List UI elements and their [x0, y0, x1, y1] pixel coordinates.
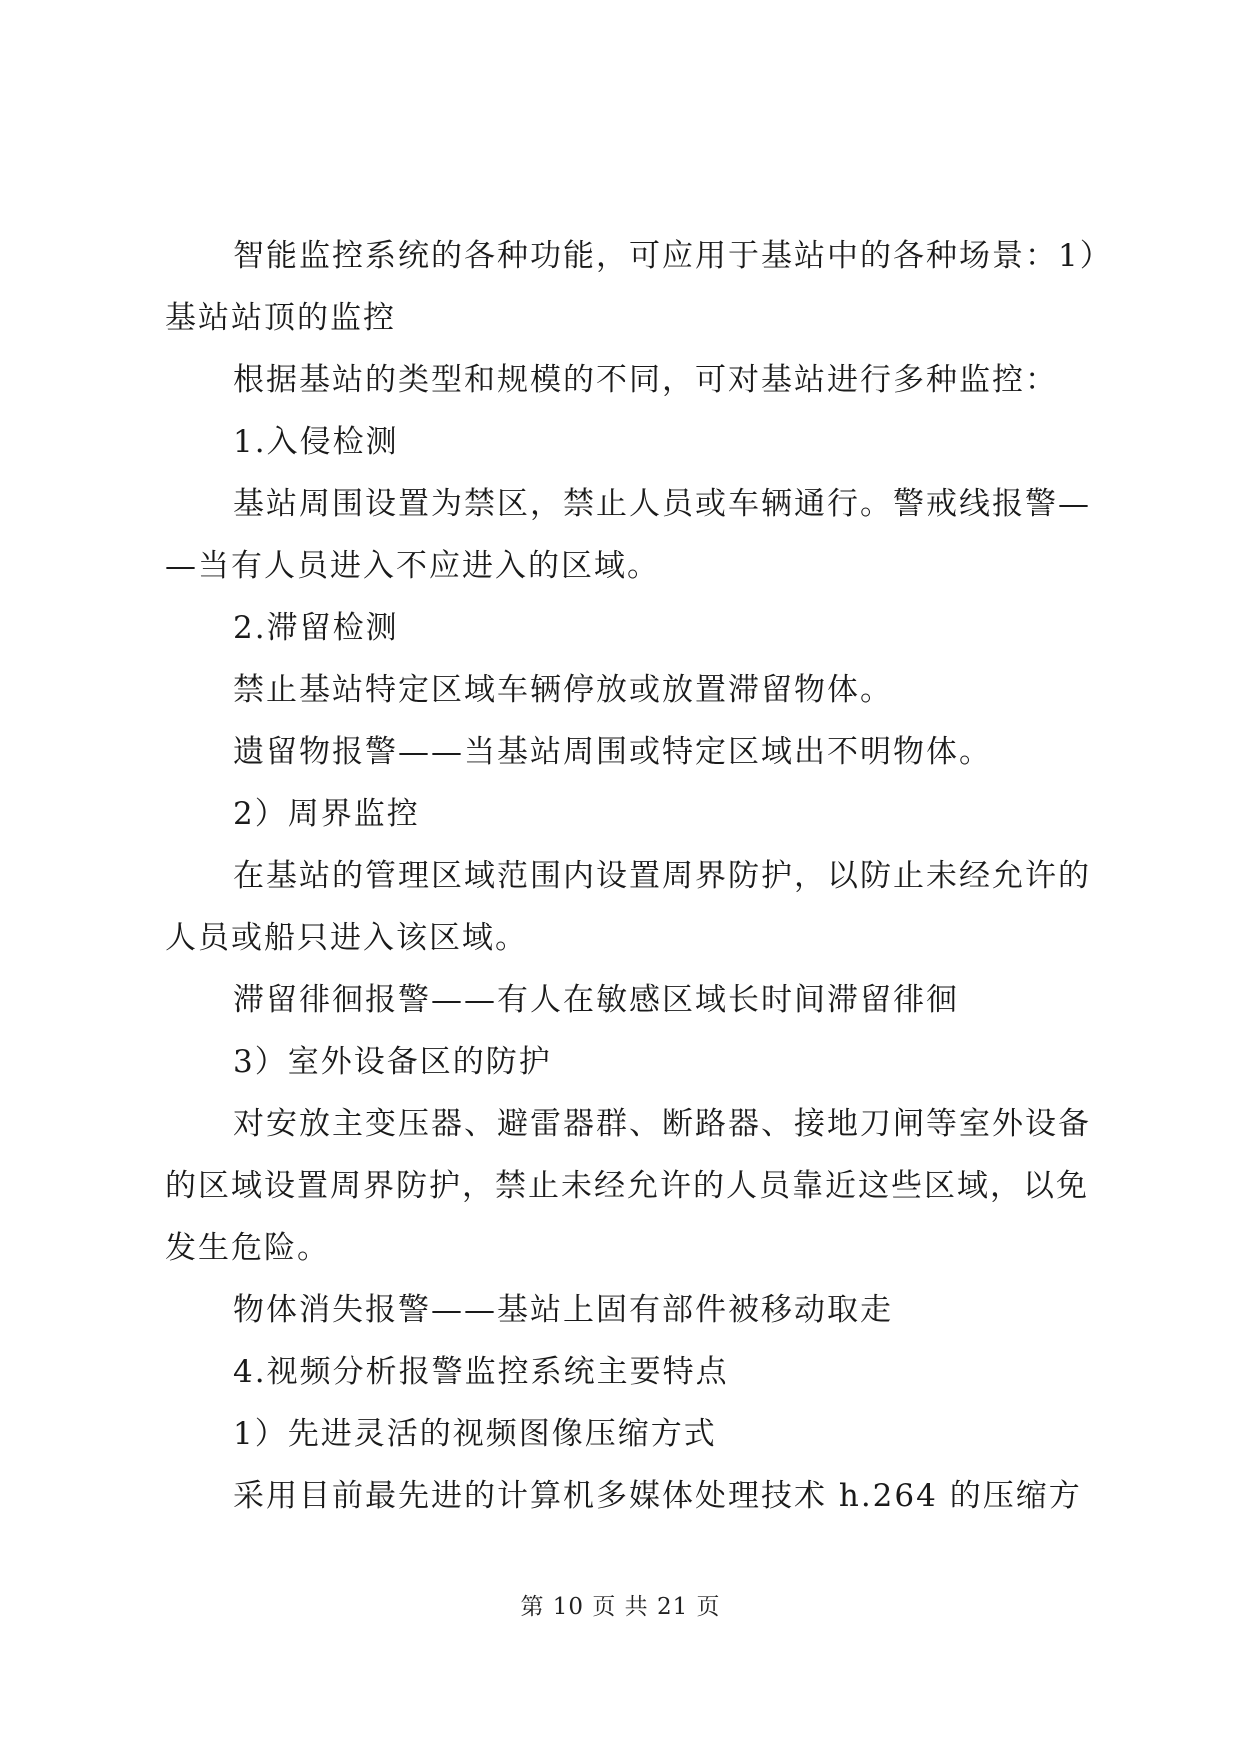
- paragraph-line: 根据基站的类型和规模的不同，可对基站进行多种监控：: [233, 362, 1058, 398]
- paragraph-line: 禁止基站特定区域车辆停放或放置滞留物体。: [233, 672, 893, 708]
- section-heading: 2）周界监控: [233, 796, 420, 832]
- section-heading: 3）室外设备区的防护: [233, 1044, 552, 1080]
- paragraph-line: 滞留徘徊报警——有人在敏感区域长时间滞留徘徊: [233, 982, 959, 1018]
- document-body: [165, 225, 1113, 1527]
- paragraph-line: 基站站顶的监控: [165, 300, 396, 336]
- paragraph-line: 基站周围设置为禁区，禁止人员或车辆通行。警戒线报警—: [233, 486, 1091, 522]
- paragraph-line: 对安放主变压器、避雷器群、断路器、接地刀闸等室外设备: [233, 1106, 1091, 1142]
- paragraph-line: 智能监控系统的各种功能，可应用于基站中的各种场景：1）: [233, 238, 1113, 274]
- paragraph-line: 物体消失报警——基站上固有部件被移动取走: [233, 1292, 893, 1328]
- section-heading: 1.入侵检测: [233, 424, 399, 460]
- paragraph-line: 人员或船只进入该区域。: [165, 920, 528, 956]
- section-heading: 1）先进灵活的视频图像压缩方式: [233, 1416, 717, 1452]
- paragraph-line: 发生危险。: [165, 1230, 330, 1266]
- paragraph-line: —当有人员进入不应进入的区域。: [165, 548, 660, 584]
- paragraph-line: 在基站的管理区域范围内设置周界防护，以防止未经允许的: [233, 858, 1091, 894]
- section-heading: 4.视频分析报警监控系统主要特点: [233, 1354, 729, 1390]
- paragraph-line: 遗留物报警——当基站周围或特定区域出不明物体。: [233, 734, 992, 770]
- page-number-footer: 第 10 页 共 21 页: [520, 1594, 721, 1620]
- paragraph-line: 的区域设置周界防护，禁止未经允许的人员靠近这些区域，以免: [165, 1168, 1089, 1204]
- paragraph-line: 采用目前最先进的计算机多媒体处理技术 h.264 的压缩方: [233, 1478, 1082, 1514]
- section-heading: 2.滞留检测: [233, 610, 399, 646]
